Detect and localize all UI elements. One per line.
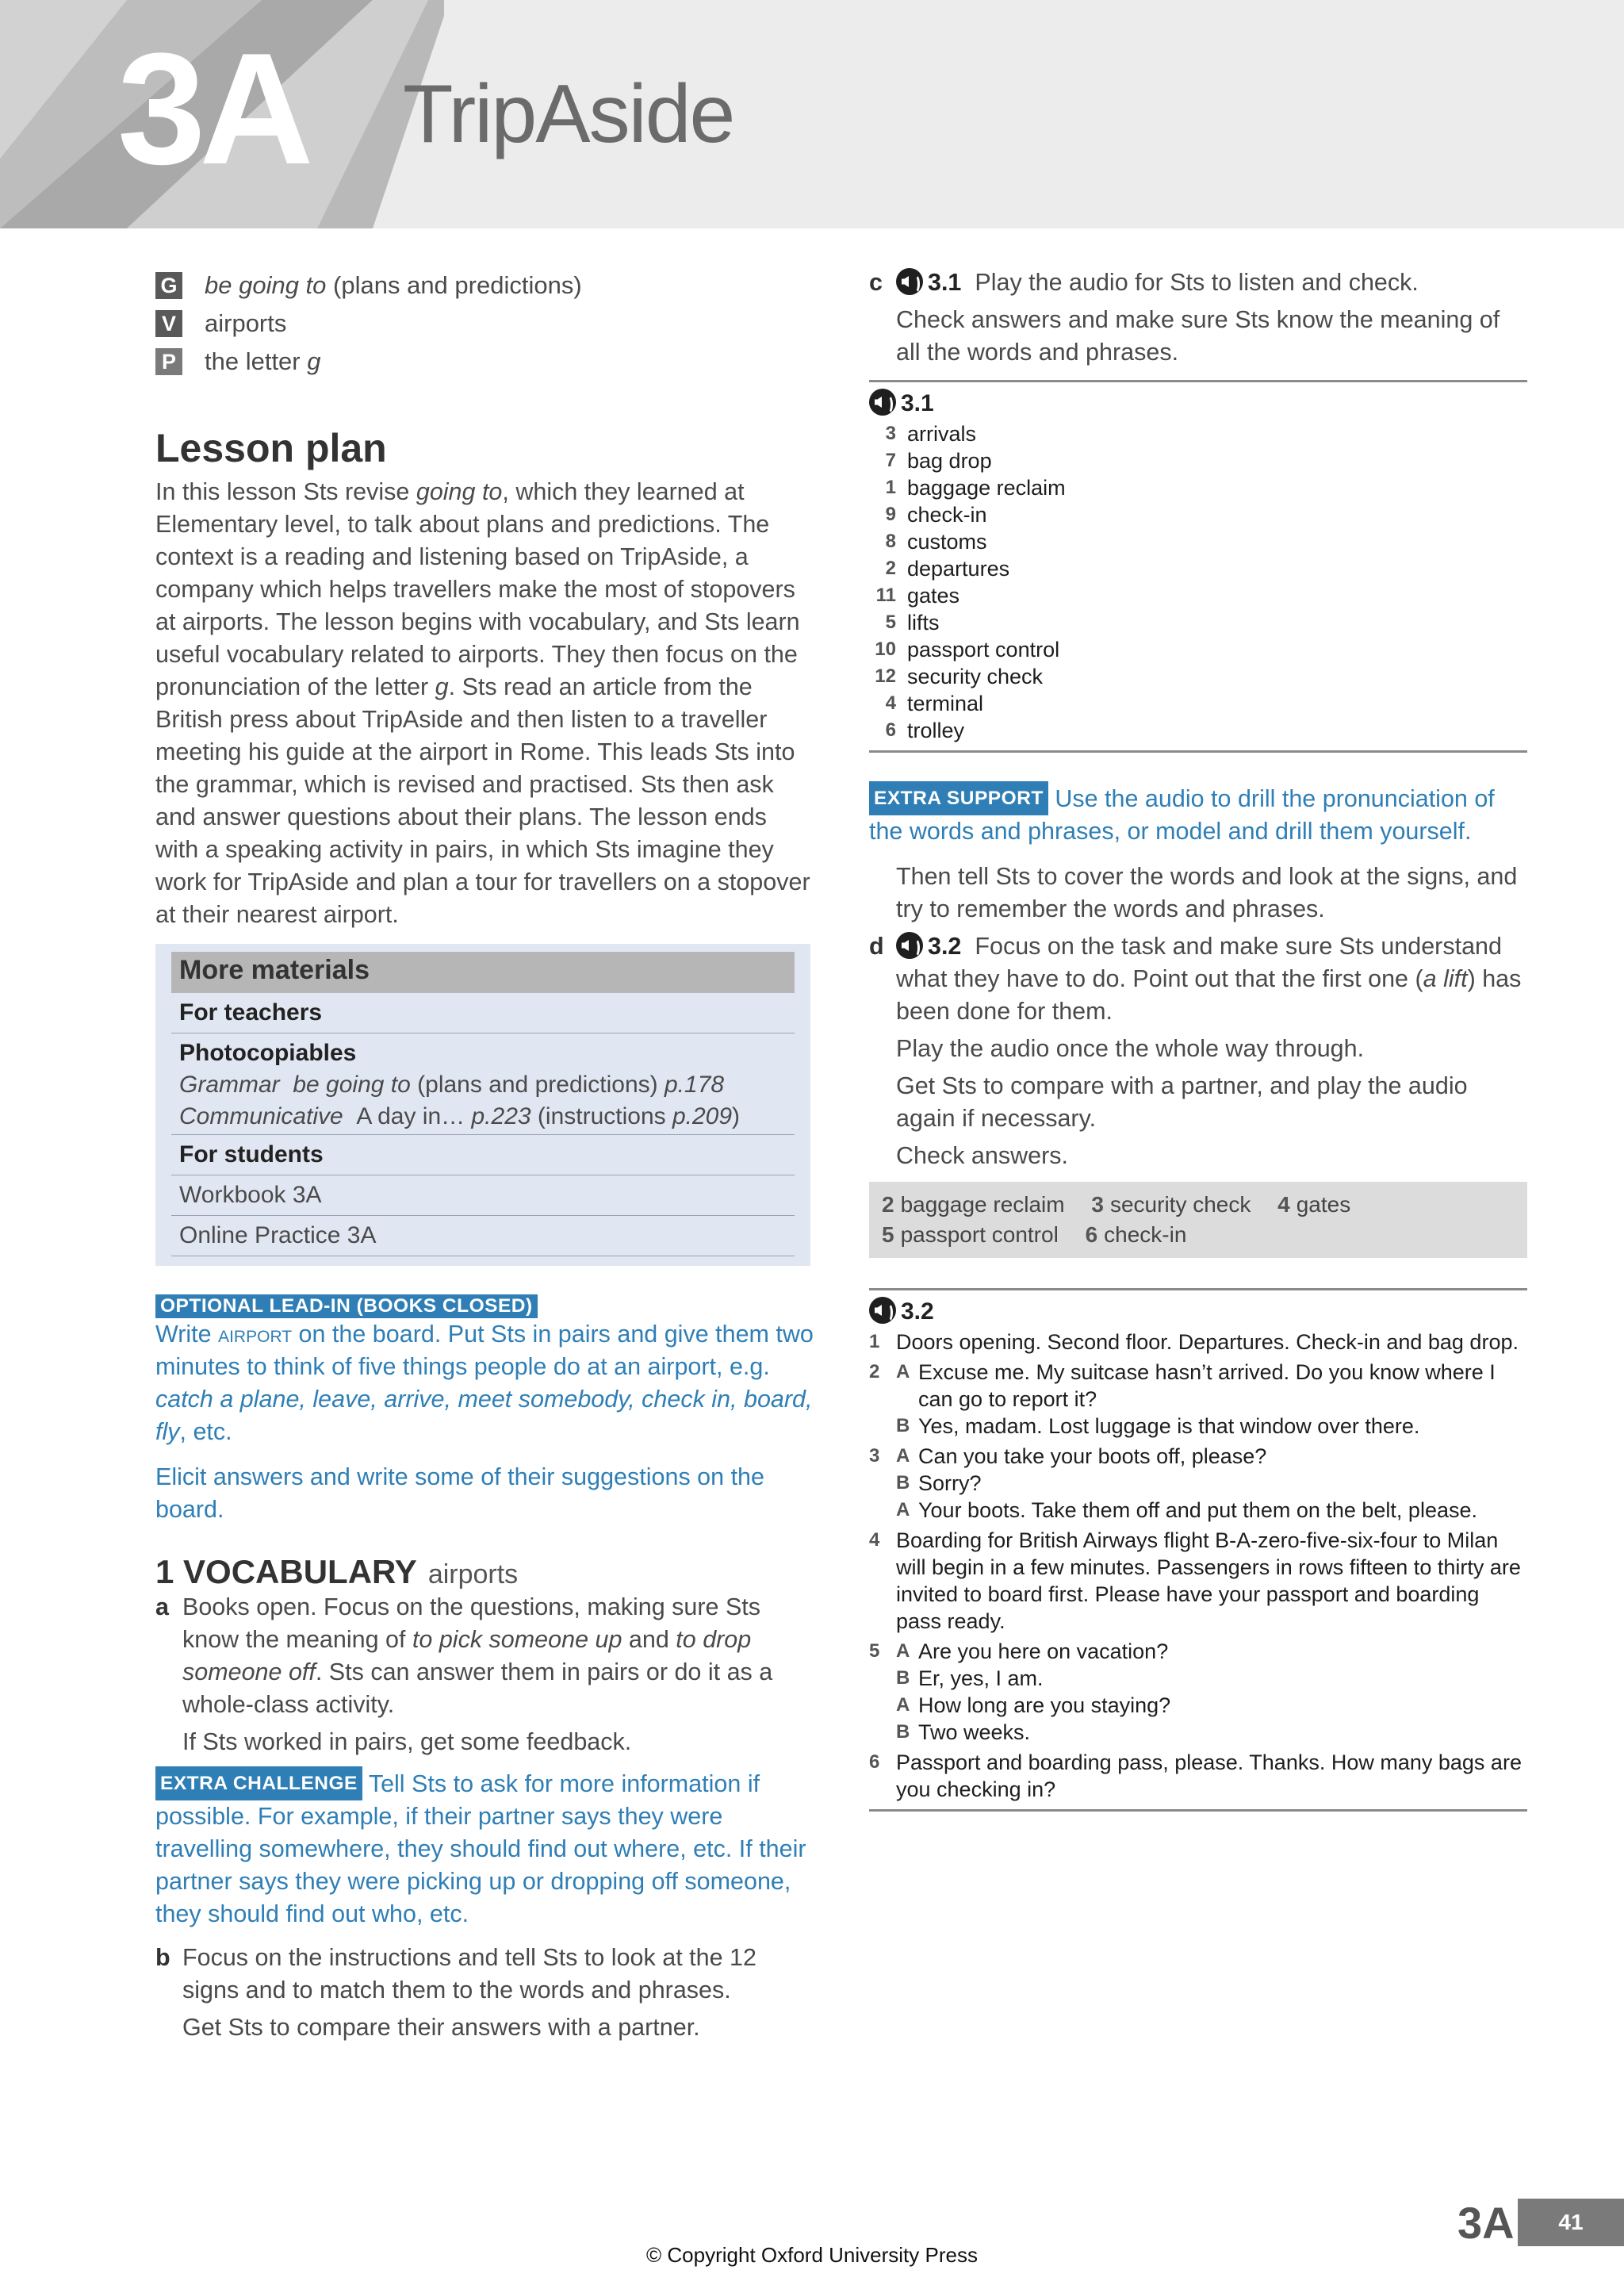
script-number: 8 [885, 531, 896, 552]
answer-key-box [869, 1182, 1527, 1258]
exercise-a-italic-2: to drop someone off [182, 1626, 752, 1685]
script-text: How long are you staying? [918, 1693, 1171, 1717]
script-text: Are you here on vacation? [918, 1639, 1169, 1663]
script-number [869, 1719, 896, 1746]
script-row [869, 1665, 1527, 1692]
photocopiables-label: Photocopiables [179, 1040, 357, 1066]
footer-unit-label: 3A [1457, 2198, 1515, 2248]
answer-line-2 [882, 1220, 1515, 1250]
script-text: Boarding for British Airways flight B-A-zero-five-six-four to Milan will begin in a few minutes. Passengers in rows fifteen to thirty are invited to board first. Please have your passport and boarding pass ready. [896, 1528, 1521, 1633]
script-number [869, 1665, 896, 1692]
lead-in-elicit: Elicit answers and write some of their suggestions on the board. [155, 1463, 764, 1523]
script-text: departures [907, 557, 1010, 581]
script-number: 6 [885, 719, 896, 741]
exercise-a [155, 1591, 814, 1721]
exercise-a-text-3: . Sts can answer them in pairs or do it as a whole-class activity. [182, 1658, 773, 1718]
script-speaker: A [896, 1361, 910, 1382]
lesson-plan-text-3: . Sts read an article from the British press about TripAside and then listen to a traveller meeting his guide at the airport in Rome. This leads Sts into the grammar, which is revised and practised. Sts then ask and answer questions about their plans. The lesson ends with a speaking activity in pairs, in which Sts imagine they work for TripAside and plan a tour for travellers on a stopover at their nearest airport. [155, 673, 810, 928]
exercise-d-text-1: Focus on the task and make sure Sts understand what they have to do. Point out that the first one ( [896, 933, 1502, 992]
lesson-plan-text-2: , which they learned at Elementary level, to talk about plans and predictions. The context is a reading and listening based on TripAside, a company which helps travellers make the most of stopovers at airports. The lesson begins with vocabulary, and Sts learn useful vocabulary related to airports. They then focus on the pronunciation of the letter [155, 478, 800, 700]
script-text: trolley [907, 719, 965, 742]
copyright-notice: © Copyright Oxford University Press [646, 2243, 978, 2267]
gvp-vocabulary-text: airports [205, 309, 287, 337]
exercise-b-follow: Get Sts to compare their answers with a partner. [182, 2014, 700, 2041]
script-row [869, 609, 1527, 636]
grammar-label: Grammar [179, 1072, 280, 1098]
script-number: 9 [885, 504, 896, 525]
answer-text: check-in [1104, 1222, 1187, 1247]
exercise-a-italic-1: to pick someone up [412, 1626, 622, 1653]
gvp-list [155, 266, 814, 381]
script-row [869, 1638, 1527, 1665]
exercise-d-letter: d [869, 933, 884, 960]
script-text: Er, yes, I am. [918, 1666, 1044, 1690]
script-row [869, 582, 1527, 609]
script-row [869, 1329, 1527, 1355]
script-number: 3 [885, 423, 896, 444]
script-row [869, 528, 1527, 555]
gvp-vocabulary [155, 305, 814, 343]
script-number: 4 [885, 692, 896, 714]
exercise-d-follow-1: Play the audio once the whole way through. [896, 1035, 1365, 1062]
gvp-pronunciation-italic: g [307, 347, 321, 375]
exercise-a-text-1: Books open. Focus on the questions, making sure Sts know the meaning of [182, 1593, 761, 1653]
answer-number: 3 [1091, 1192, 1104, 1217]
lead-in-block [155, 1294, 814, 1526]
grammar-item: be going to [293, 1072, 411, 1098]
audio-icon [896, 268, 923, 295]
script-number: 5 [885, 612, 896, 633]
communicative-close: ) [732, 1103, 741, 1129]
exercise-a-follow: If Sts worked in pairs, get some feedback. [182, 1728, 632, 1755]
answer-number: 5 [882, 1222, 894, 1247]
script-text: lifts [907, 611, 940, 635]
answer-text: baggage reclaim [900, 1192, 1065, 1217]
script-text: check-in [907, 503, 987, 527]
script-text: baggage reclaim [907, 476, 1066, 500]
page-number: 41 [1518, 2199, 1624, 2246]
script-row [869, 717, 1527, 744]
left-column [155, 266, 814, 2044]
grammar-badge: G [155, 272, 182, 299]
exercise-c-text: Play the audio for Sts to listen and check. [975, 269, 1419, 296]
script-speaker: B [896, 1667, 910, 1689]
script-row [869, 420, 1527, 447]
unit-number: 3A [117, 21, 308, 197]
lesson-plan-paragraph [155, 476, 814, 931]
exercise-d [869, 930, 1527, 1028]
script-speaker: B [896, 1721, 910, 1743]
vocabulary-heading-text: 1 VOCABULARY [155, 1553, 417, 1590]
audio-icon [896, 932, 923, 959]
script-number: 11 [875, 585, 896, 606]
extra-support-follow: Then tell Sts to cover the words and look at the signs, and try to remember the words and phrases. [896, 863, 1518, 922]
script-row [869, 555, 1527, 582]
answer-number: 6 [1085, 1222, 1098, 1247]
script-number: 6 [869, 1751, 880, 1773]
exercise-d-italic: a lift [1423, 965, 1468, 992]
script-row [869, 474, 1527, 501]
exercise-d-follow-3: Check answers. [896, 1142, 1068, 1169]
lead-in-examples: catch a plane, leave, arrive, meet somebody, check in, board, fly [155, 1386, 813, 1445]
script-number: 2 [869, 1361, 880, 1382]
script-row [869, 501, 1527, 528]
script-text: Doors opening. Second floor. Departures. Check-in and bag drop. [896, 1330, 1519, 1354]
header-band [0, 0, 1624, 228]
exercise-b-text: Focus on the instructions and tell Sts to look at the 12 signs and to match them to the words and phrases. [182, 1944, 756, 2003]
answer-line-1 [882, 1190, 1515, 1220]
script-text: gates [907, 584, 960, 608]
gvp-pronunciation [155, 343, 814, 381]
communicative-text: A day in… [356, 1103, 465, 1129]
script-speaker: B [896, 1472, 910, 1494]
vocabulary-badge: V [155, 310, 182, 337]
extra-support-text: Use the audio to drill the pronunciation of the words and phrases, or model and drill them yourself. [869, 785, 1495, 845]
answer-number: 4 [1277, 1192, 1290, 1217]
script-speaker: B [896, 1415, 910, 1436]
communicative-instr-page: p.209 [672, 1103, 733, 1129]
script-row [869, 1413, 1527, 1440]
script-number [869, 1497, 896, 1524]
vocabulary-heading [155, 1553, 814, 1591]
script-number: 12 [875, 665, 896, 687]
script-text: terminal [907, 692, 984, 715]
script-text: Excuse me. My suitcase hasn’t arrived. Do you know where I can go to report it? [918, 1360, 1496, 1411]
exercise-d-track: 3.2 [928, 933, 962, 960]
exercise-b-letter: b [155, 1944, 170, 1971]
photocopiables-block [171, 1033, 795, 1135]
script-row [869, 447, 1527, 474]
lesson-plan-italic-1: going to [416, 478, 503, 505]
script-text: Sorry? [918, 1471, 982, 1495]
answer-text: passport control [900, 1222, 1059, 1247]
script-text: Two weeks. [918, 1720, 1031, 1744]
for-students-label: For students [171, 1135, 795, 1175]
lesson-plan-italic-2: g [435, 673, 449, 700]
exercise-d-follow-2: Get Sts to compare with a partner, and play the audio again if necessary. [896, 1072, 1468, 1132]
audioscript-3-1-head [869, 389, 1527, 417]
communicative-instr: (instructions [530, 1103, 672, 1129]
audioscript-3-2-head [869, 1297, 1527, 1325]
script-row [869, 1470, 1527, 1497]
audioscript-3-1 [869, 380, 1527, 753]
audio-icon [869, 389, 896, 416]
exercise-c-letter: c [869, 269, 883, 296]
script-number [869, 1692, 896, 1719]
gvp-grammar [155, 266, 814, 305]
script-row [869, 1443, 1527, 1470]
grammar-page: p.178 [664, 1072, 725, 1098]
script-row [869, 1692, 1527, 1719]
lead-in-text-1: Write [155, 1321, 219, 1348]
answer-text: security check [1109, 1192, 1251, 1217]
script-row [869, 690, 1527, 717]
script-number: 1 [869, 1331, 880, 1352]
exercise-c-follow: Check answers and make sure Sts know the meaning of all the words and phrases. [896, 306, 1500, 366]
grammar-photocopiable [179, 1069, 787, 1101]
script-number: 5 [869, 1640, 880, 1662]
answer-number: 2 [882, 1192, 894, 1217]
gvp-grammar-italic: be going to [205, 271, 327, 299]
script-text: security check [907, 665, 1044, 688]
lesson-plan-heading: Lesson plan [155, 426, 387, 470]
extra-support [869, 781, 1527, 848]
vocabulary-subheading: airports [427, 1559, 519, 1589]
script-number: 2 [885, 558, 896, 579]
more-materials-box [155, 944, 810, 1266]
script-number: 3 [869, 1445, 880, 1467]
grammar-text: (plans and predictions) [410, 1072, 665, 1098]
communicative-label: Communicative [179, 1103, 343, 1129]
lesson-title: TripAside [403, 68, 734, 160]
script-text: Yes, madam. Lost luggage is that window over there. [918, 1414, 1420, 1438]
script-number: 1 [885, 477, 896, 498]
script-text: Your boots. Take them off and put them on the belt, please. [918, 1498, 1477, 1522]
script-row [869, 1497, 1527, 1524]
gvp-pronunciation-text: the letter [205, 347, 308, 375]
script-row [869, 1527, 1527, 1635]
script-text: passport control [907, 638, 1060, 661]
script-text: customs [907, 530, 987, 554]
script-speaker: A [896, 1694, 910, 1716]
script-text: Can you take your boots off, please? [918, 1444, 1267, 1468]
exercise-d-text-2: ) has been done for them. [896, 965, 1522, 1025]
audioscript-3-2-track: 3.2 [901, 1298, 934, 1325]
script-number: 10 [875, 638, 896, 660]
exercise-c-track: 3.1 [928, 269, 962, 296]
workbook-row: Workbook 3A [171, 1175, 795, 1216]
audioscript-3-2 [869, 1288, 1527, 1812]
exercise-a-letter: a [155, 1593, 169, 1620]
gvp-grammar-text: (plans and predictions) [326, 271, 582, 299]
script-number: 7 [885, 450, 896, 471]
lead-in-keyword: airport [218, 1321, 293, 1348]
audioscript-3-1-track: 3.1 [901, 390, 934, 416]
lead-in-text-2: on the board. Put Sts in pairs and give them two minutes to think of five things people do at an airport, e.g. [155, 1321, 814, 1380]
script-row [869, 663, 1527, 690]
script-text: arrivals [907, 422, 977, 446]
lead-in-paragraph [155, 1318, 814, 1448]
online-practice-row: Online Practice 3A [171, 1216, 795, 1256]
script-text: Passport and boarding pass, please. Thanks. How many bags are you checking in? [896, 1750, 1522, 1801]
script-row [869, 1719, 1527, 1746]
extra-challenge-tag: EXTRA CHALLENGE [155, 1766, 362, 1800]
lesson-plan-text-1: In this lesson Sts revise [155, 478, 416, 505]
communicative-page: p.223 [471, 1103, 531, 1129]
exercise-c [869, 266, 1527, 299]
extra-challenge-text: Tell Sts to ask for more information if possible. For example, if their partner says they were travelling somewhere, they should find out where, etc. If their partner says they were picking up or dropping off someone, they should find out who, etc. [155, 1770, 806, 1927]
script-number: 4 [869, 1529, 880, 1551]
script-number [869, 1413, 896, 1440]
script-number [869, 1470, 896, 1497]
script-speaker: A [896, 1499, 910, 1520]
communicative-photocopiable [179, 1101, 787, 1133]
script-speaker: A [896, 1445, 910, 1467]
lead-in-tag: OPTIONAL LEAD-IN (BOOKS CLOSED) [155, 1294, 538, 1318]
exercise-a-text-2: and [622, 1626, 676, 1653]
script-row [869, 1749, 1527, 1803]
extra-challenge [155, 1766, 814, 1931]
pronunciation-badge: P [155, 348, 182, 375]
right-column [869, 266, 1527, 1812]
audio-icon [869, 1297, 896, 1324]
lead-in-text-3: , etc. [179, 1418, 232, 1445]
script-row [869, 1359, 1527, 1413]
script-speaker: A [896, 1640, 910, 1662]
extra-support-tag: EXTRA SUPPORT [869, 781, 1048, 815]
more-materials-title: More materials [171, 952, 795, 993]
answer-text: gates [1296, 1192, 1351, 1217]
script-text: bag drop [907, 449, 992, 473]
script-row [869, 636, 1527, 663]
exercise-b [155, 1942, 814, 2007]
for-teachers-label: For teachers [171, 993, 795, 1033]
